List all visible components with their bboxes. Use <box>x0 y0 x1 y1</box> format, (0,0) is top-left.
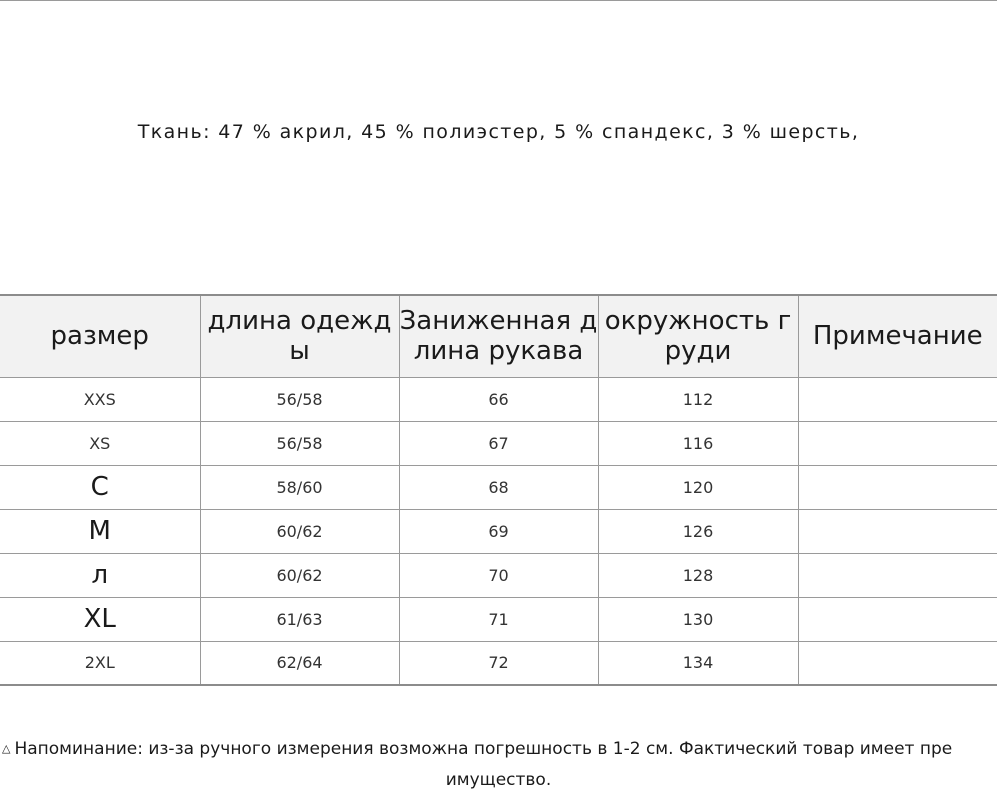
note-cell <box>798 421 997 465</box>
header-size: размер <box>0 295 200 377</box>
size-cell: XL <box>0 597 200 641</box>
garment-length-cell: 60/62 <box>200 553 399 597</box>
garment-length-cell: 61/63 <box>200 597 399 641</box>
header-sleeve-length: Заниженная длина рукава <box>399 295 598 377</box>
note-cell <box>798 465 997 509</box>
sleeve-length-cell: 68 <box>399 465 598 509</box>
garment-length-cell: 56/58 <box>200 377 399 421</box>
chest-cell: 128 <box>598 553 798 597</box>
garment-length-cell: 56/58 <box>200 421 399 465</box>
note-cell <box>798 509 997 553</box>
chest-cell: 112 <box>598 377 798 421</box>
size-cell: л <box>0 553 200 597</box>
sleeve-length-cell: 71 <box>399 597 598 641</box>
size-cell: XS <box>0 421 200 465</box>
size-cell: C <box>0 465 200 509</box>
sleeve-length-cell: 67 <box>399 421 598 465</box>
chest-cell: 126 <box>598 509 798 553</box>
measurement-reminder <box>0 733 997 796</box>
reminder-line-2: имущество. <box>445 770 552 790</box>
note-cell <box>798 641 997 685</box>
reminder-line-1 <box>0 733 997 765</box>
sleeve-length-cell: 72 <box>399 641 598 685</box>
size-cell: 2XL <box>0 641 200 685</box>
table-row <box>0 377 997 421</box>
chest-cell: 130 <box>598 597 798 641</box>
chest-cell: 116 <box>598 421 798 465</box>
table-row <box>0 597 997 641</box>
size-chart-table <box>0 294 997 686</box>
garment-length-cell: 58/60 <box>200 465 399 509</box>
reminder-text-1: Напоминание: из-за ручного измерения возможна погрешность в 1-2 см. Фактический товар имеет пре <box>14 739 953 759</box>
header-garment-length: длина одежды <box>200 295 399 377</box>
size-cell: M <box>0 509 200 553</box>
table-row <box>0 553 997 597</box>
note-cell <box>798 597 997 641</box>
table-row <box>0 641 997 685</box>
chest-cell: 120 <box>598 465 798 509</box>
garment-length-cell: 62/64 <box>200 641 399 685</box>
size-cell: XXS <box>0 377 200 421</box>
warning-triangle-icon: △ <box>2 742 11 755</box>
table-row <box>0 465 997 509</box>
header-note: Примечание <box>798 295 997 377</box>
sleeve-length-cell: 69 <box>399 509 598 553</box>
top-divider <box>0 0 997 1</box>
table-row <box>0 421 997 465</box>
garment-length-cell: 60/62 <box>200 509 399 553</box>
header-chest-circumference: окружность груди <box>598 295 798 377</box>
sleeve-length-cell: 66 <box>399 377 598 421</box>
table-row <box>0 509 997 553</box>
note-cell <box>798 377 997 421</box>
chest-cell: 134 <box>598 641 798 685</box>
sleeve-length-cell: 70 <box>399 553 598 597</box>
note-cell <box>798 553 997 597</box>
table-header-row <box>0 295 997 377</box>
fabric-composition: Ткань: 47 % акрил, 45 % полиэстер, 5 % спандекс, 3 % шерсть, <box>137 121 860 143</box>
